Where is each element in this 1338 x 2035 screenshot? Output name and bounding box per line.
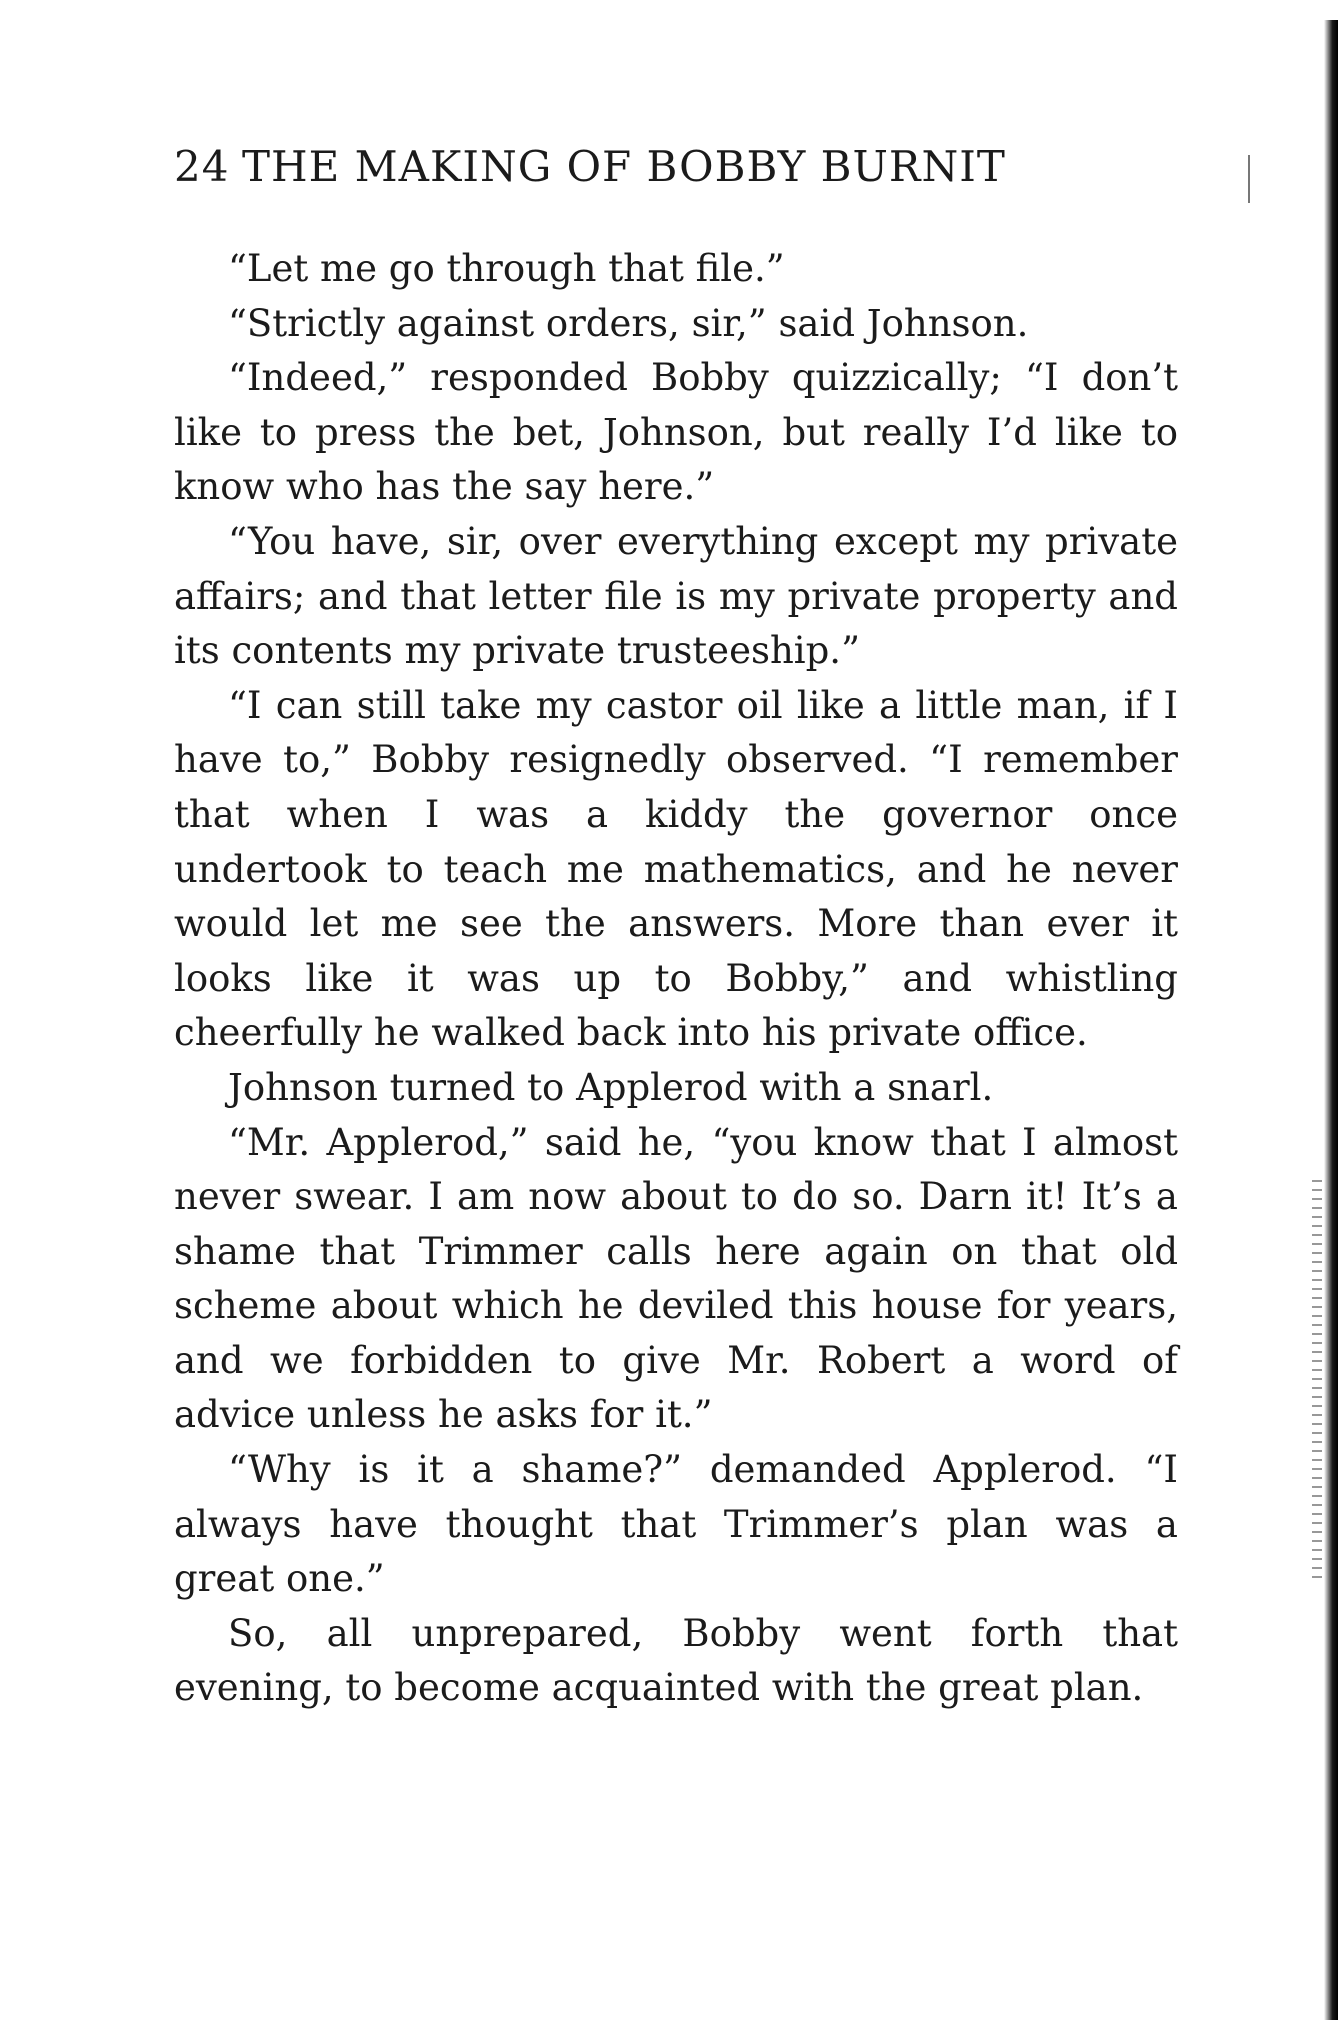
- running-head: [174, 142, 1174, 191]
- page-number: 24: [174, 142, 230, 191]
- paragraph: “Let me go through that file.”: [228, 247, 785, 290]
- book-title: THE MAKING OF BOBBY BURNIT: [242, 142, 1006, 191]
- paragraph: “Mr. Applerod,” said he, “you know that I almost never swear. I am now about to do so. Darn it! It’s a shame that Trimmer calls here again on that old scheme about which he deviled this house for years, and we forbidden to give Mr. Robert a word of advice unless he asks for it.”: [174, 1120, 1178, 1437]
- paragraph: “You have, sir, over everything except my private affairs; and that letter file is my private property and its contents my private trusteeship.”: [174, 519, 1178, 673]
- body-text: [174, 242, 1178, 1716]
- paragraph: “I can still take my castor oil like a little man, if I have to,” Bobby resignedly observed. “I remember that when I was a kiddy the governor once undertook to teach me mathematics, and he never would let me see the answers. More than ever it looks like it was up to Bobby,” and whistling cheerfully he walked back into his private office.: [174, 683, 1178, 1055]
- paragraph: “Why is it a shame?” demanded Applerod. “I always have thought that Trimmer’s plan was a great one.”: [174, 1448, 1178, 1601]
- paragraph: “Strictly against orders, sir,” said Johnson.: [228, 301, 1029, 345]
- paragraph: Johnson turned to Applerod with a snarl.: [228, 1065, 994, 1109]
- paragraph: “Indeed,” responded Bobby quizzically; “I don’t like to press the bet, Johnson, but really I’d like to know who has the say here.”: [174, 356, 1178, 509]
- page-edge-mark: [1248, 155, 1250, 203]
- paragraph: So, all unprepared, Bobby went forth that evening, to become acquainted with the great plan.: [174, 1611, 1178, 1710]
- page-edge-speckle: [1312, 1180, 1322, 1580]
- page-edge-shadow: [1324, 20, 1338, 2020]
